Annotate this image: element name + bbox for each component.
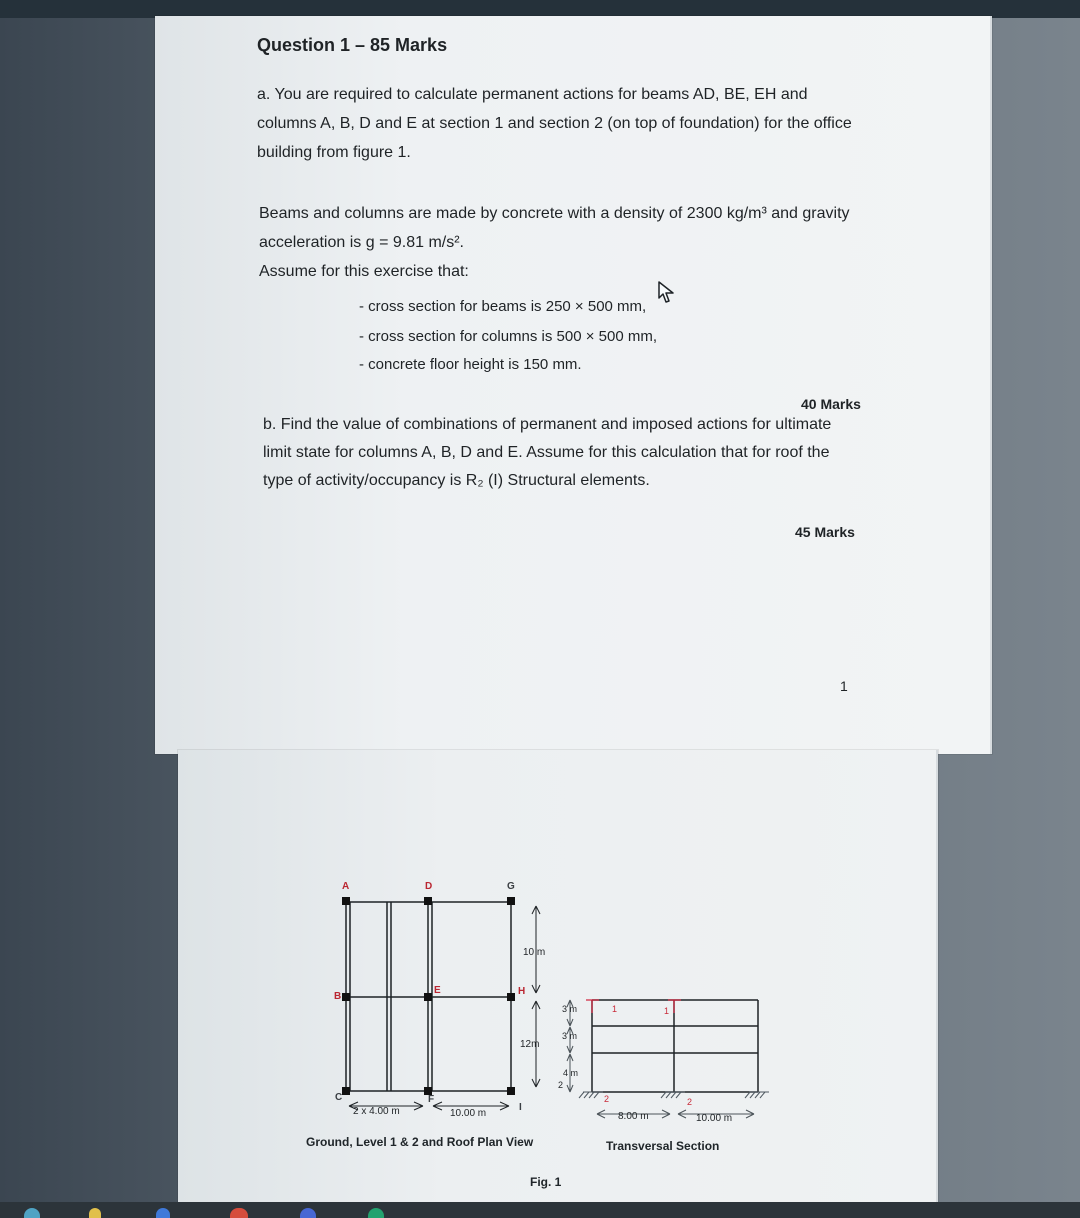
part-a-line-1: a. You are required to calculate permanent actions for beams AD, BE, EH and [257,86,808,103]
document-page-2 [178,750,938,1218]
part-b-line-2: limit state for columns A, B, D and E. Assume for this calculation that for roof the [263,444,830,461]
taskbar-app-icon-2[interactable] [89,1208,101,1218]
part-a-line-2: columns A, B, D and E at section 1 and section 2 (on top of foundation) for the office [257,115,852,132]
transversal-section-title: Transversal Section [606,1139,720,1153]
materials-line-1: Beams and columns are made by concrete with a density of 2300 kg/m³ and gravity [259,205,850,222]
document-page-1 [155,16,992,754]
figure-caption: Fig. 1 [530,1175,562,1189]
plan-label-g: G [507,881,515,892]
plan-label-h: H [518,986,526,997]
part-b-line-1: b. Find the value of combinations of permanent and imposed actions for ultimate [263,416,832,433]
taskbar-app-icon-6[interactable] [368,1208,384,1218]
plan-label-c: C [335,1092,343,1103]
plan-dim-2x4: 2 x 4.00 m [353,1106,400,1117]
section-one-left: 1 [612,1004,618,1014]
section-dim-left: 8.00 m [618,1111,649,1122]
marks-b: 45 Marks [795,524,855,540]
plan-label-a: A [342,881,350,892]
section-level-dimensions [567,1000,754,1118]
plan-label-e: E [434,985,441,996]
question-title: Question 1 – 85 Marks [257,35,448,55]
page-number: 1 [840,678,848,694]
part-a-line-3: building from figure 1. [257,144,411,161]
plan-dim-10m: 10 m [523,947,546,958]
taskbar-app-icon-3[interactable] [156,1208,170,1218]
marks-a: 40 Marks [801,396,861,412]
part-b-line-3: type of activity/occupancy is R₂ (I) Structural elements. [263,472,650,489]
taskbar-app-icon-1[interactable] [24,1208,40,1218]
taskbar-app-icon-4[interactable] [230,1208,248,1218]
section-level-lower: 4 m [563,1068,579,1078]
mouse-cursor-icon [655,280,679,304]
plan-dimension-labels [353,947,545,1119]
figure-1-drawing [178,750,936,1218]
plan-dim-10m-bottom: 10.00 m [450,1108,487,1119]
plan-label-f: F [428,1094,435,1105]
section-axis-two: 2 [558,1080,564,1090]
materials-line-3: Assume for this exercise that: [259,263,469,280]
assumption-column-section: - cross section for columns is 500 × 500 mm, [359,328,658,345]
plan-dim-12m: 12m [520,1039,540,1050]
plan-label-i: I [519,1102,522,1113]
section-one-right: 1 [664,1006,670,1016]
assumption-beam-section: - cross section for beams is 250 × 500 mm, [359,298,647,315]
section-two-right: 2 [687,1097,693,1107]
plan-label-d: D [425,881,433,892]
plan-view-title: Ground, Level 1 & 2 and Roof Plan View [306,1135,534,1149]
materials-line-2: acceleration is g = 9.81 m/s². [259,234,464,251]
section-dim-right: 10.00 m [696,1113,733,1124]
section-level-upper: 3 m [562,1004,578,1014]
section-level-middle: 3 m [562,1031,578,1041]
taskbar-app-icon-5[interactable] [300,1208,316,1218]
plan-label-b: B [334,991,342,1002]
section-labels [558,1004,732,1124]
section-two-left: 2 [604,1094,610,1104]
assumption-floor-height: - concrete floor height is 150 mm. [359,356,582,373]
